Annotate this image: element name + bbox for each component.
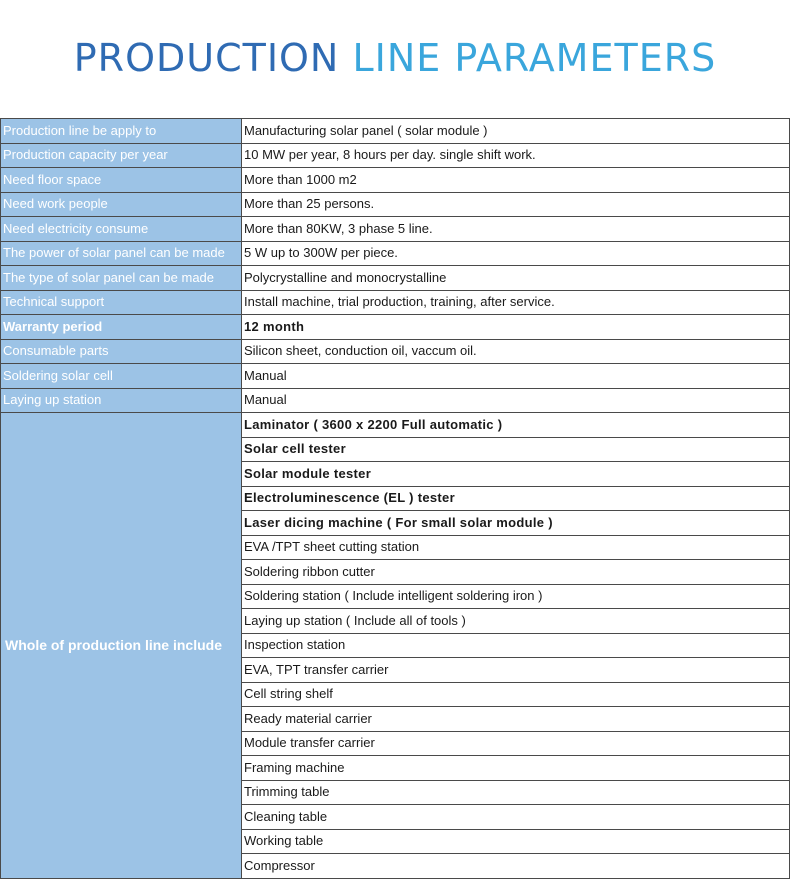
parameter-label: Technical support: [1, 290, 242, 315]
equipment-item: Soldering ribbon cutter: [242, 560, 790, 585]
parameter-value: Manufacturing solar panel ( solar module ): [242, 119, 790, 144]
equipment-item: Electroluminescence (EL ) tester: [242, 486, 790, 511]
parameter-label: Need electricity consume: [1, 217, 242, 242]
parameter-label: Laying up station: [1, 388, 242, 413]
table-row: [1, 290, 790, 315]
table-row: [1, 266, 790, 291]
equipment-item: Trimming table: [242, 780, 790, 805]
equipment-item: Laminator ( 3600 x 2200 Full automatic ): [242, 413, 790, 438]
parameter-label: Warranty period: [1, 315, 242, 340]
equipment-item: Cleaning table: [242, 805, 790, 830]
equipment-item: Laser dicing machine ( For small solar module ): [242, 511, 790, 536]
equipment-group-label: Whole of production line include: [1, 413, 242, 879]
equipment-item: EVA, TPT transfer carrier: [242, 658, 790, 683]
page-title: [0, 36, 790, 80]
equipment-item: Working table: [242, 829, 790, 854]
equipment-item: Solar module tester: [242, 462, 790, 487]
equipment-item: Inspection station: [242, 633, 790, 658]
title-part-2: LINE PARAMETERS: [352, 36, 717, 80]
equipment-item: Compressor: [242, 854, 790, 879]
parameter-value: More than 25 persons.: [242, 192, 790, 217]
parameter-value: 5 W up to 300W per piece.: [242, 241, 790, 266]
parameters-table: [0, 118, 790, 879]
table-row: [1, 315, 790, 340]
title-part-1: PRODUCTION: [73, 36, 340, 80]
equipment-item: Module transfer carrier: [242, 731, 790, 756]
parameter-value: 12 month: [242, 315, 790, 340]
parameter-value: More than 1000 m2: [242, 168, 790, 193]
parameter-value: More than 80KW, 3 phase 5 line.: [242, 217, 790, 242]
table-row: [1, 168, 790, 193]
equipment-item: Framing machine: [242, 756, 790, 781]
parameter-value: 10 MW per year, 8 hours per day. single shift work.: [242, 143, 790, 168]
table-row: [1, 339, 790, 364]
equipment-item: Ready material carrier: [242, 707, 790, 732]
parameter-label: Soldering solar cell: [1, 364, 242, 389]
parameter-value: Manual: [242, 364, 790, 389]
equipment-item: Laying up station ( Include all of tools ): [242, 609, 790, 634]
table-row: [1, 413, 790, 438]
parameter-label: Need floor space: [1, 168, 242, 193]
table-row: [1, 217, 790, 242]
table-row: [1, 364, 790, 389]
table-row: [1, 119, 790, 144]
parameter-label: Need work people: [1, 192, 242, 217]
table-row: [1, 143, 790, 168]
parameter-value: Polycrystalline and monocrystalline: [242, 266, 790, 291]
parameter-value: Silicon sheet, conduction oil, vaccum oil.: [242, 339, 790, 364]
table-row: [1, 388, 790, 413]
equipment-item: Soldering station ( Include intelligent soldering iron ): [242, 584, 790, 609]
table-row: [1, 192, 790, 217]
parameter-label: Production capacity per year: [1, 143, 242, 168]
equipment-item: Cell string shelf: [242, 682, 790, 707]
parameter-value: Manual: [242, 388, 790, 413]
parameter-label: The power of solar panel can be made: [1, 241, 242, 266]
parameter-value: Install machine, trial production, training, after service.: [242, 290, 790, 315]
parameter-label: Consumable parts: [1, 339, 242, 364]
parameter-label: Production line be apply to: [1, 119, 242, 144]
parameter-label: The type of solar panel can be made: [1, 266, 242, 291]
table-row: [1, 241, 790, 266]
equipment-item: Solar cell tester: [242, 437, 790, 462]
equipment-item: EVA /TPT sheet cutting station: [242, 535, 790, 560]
